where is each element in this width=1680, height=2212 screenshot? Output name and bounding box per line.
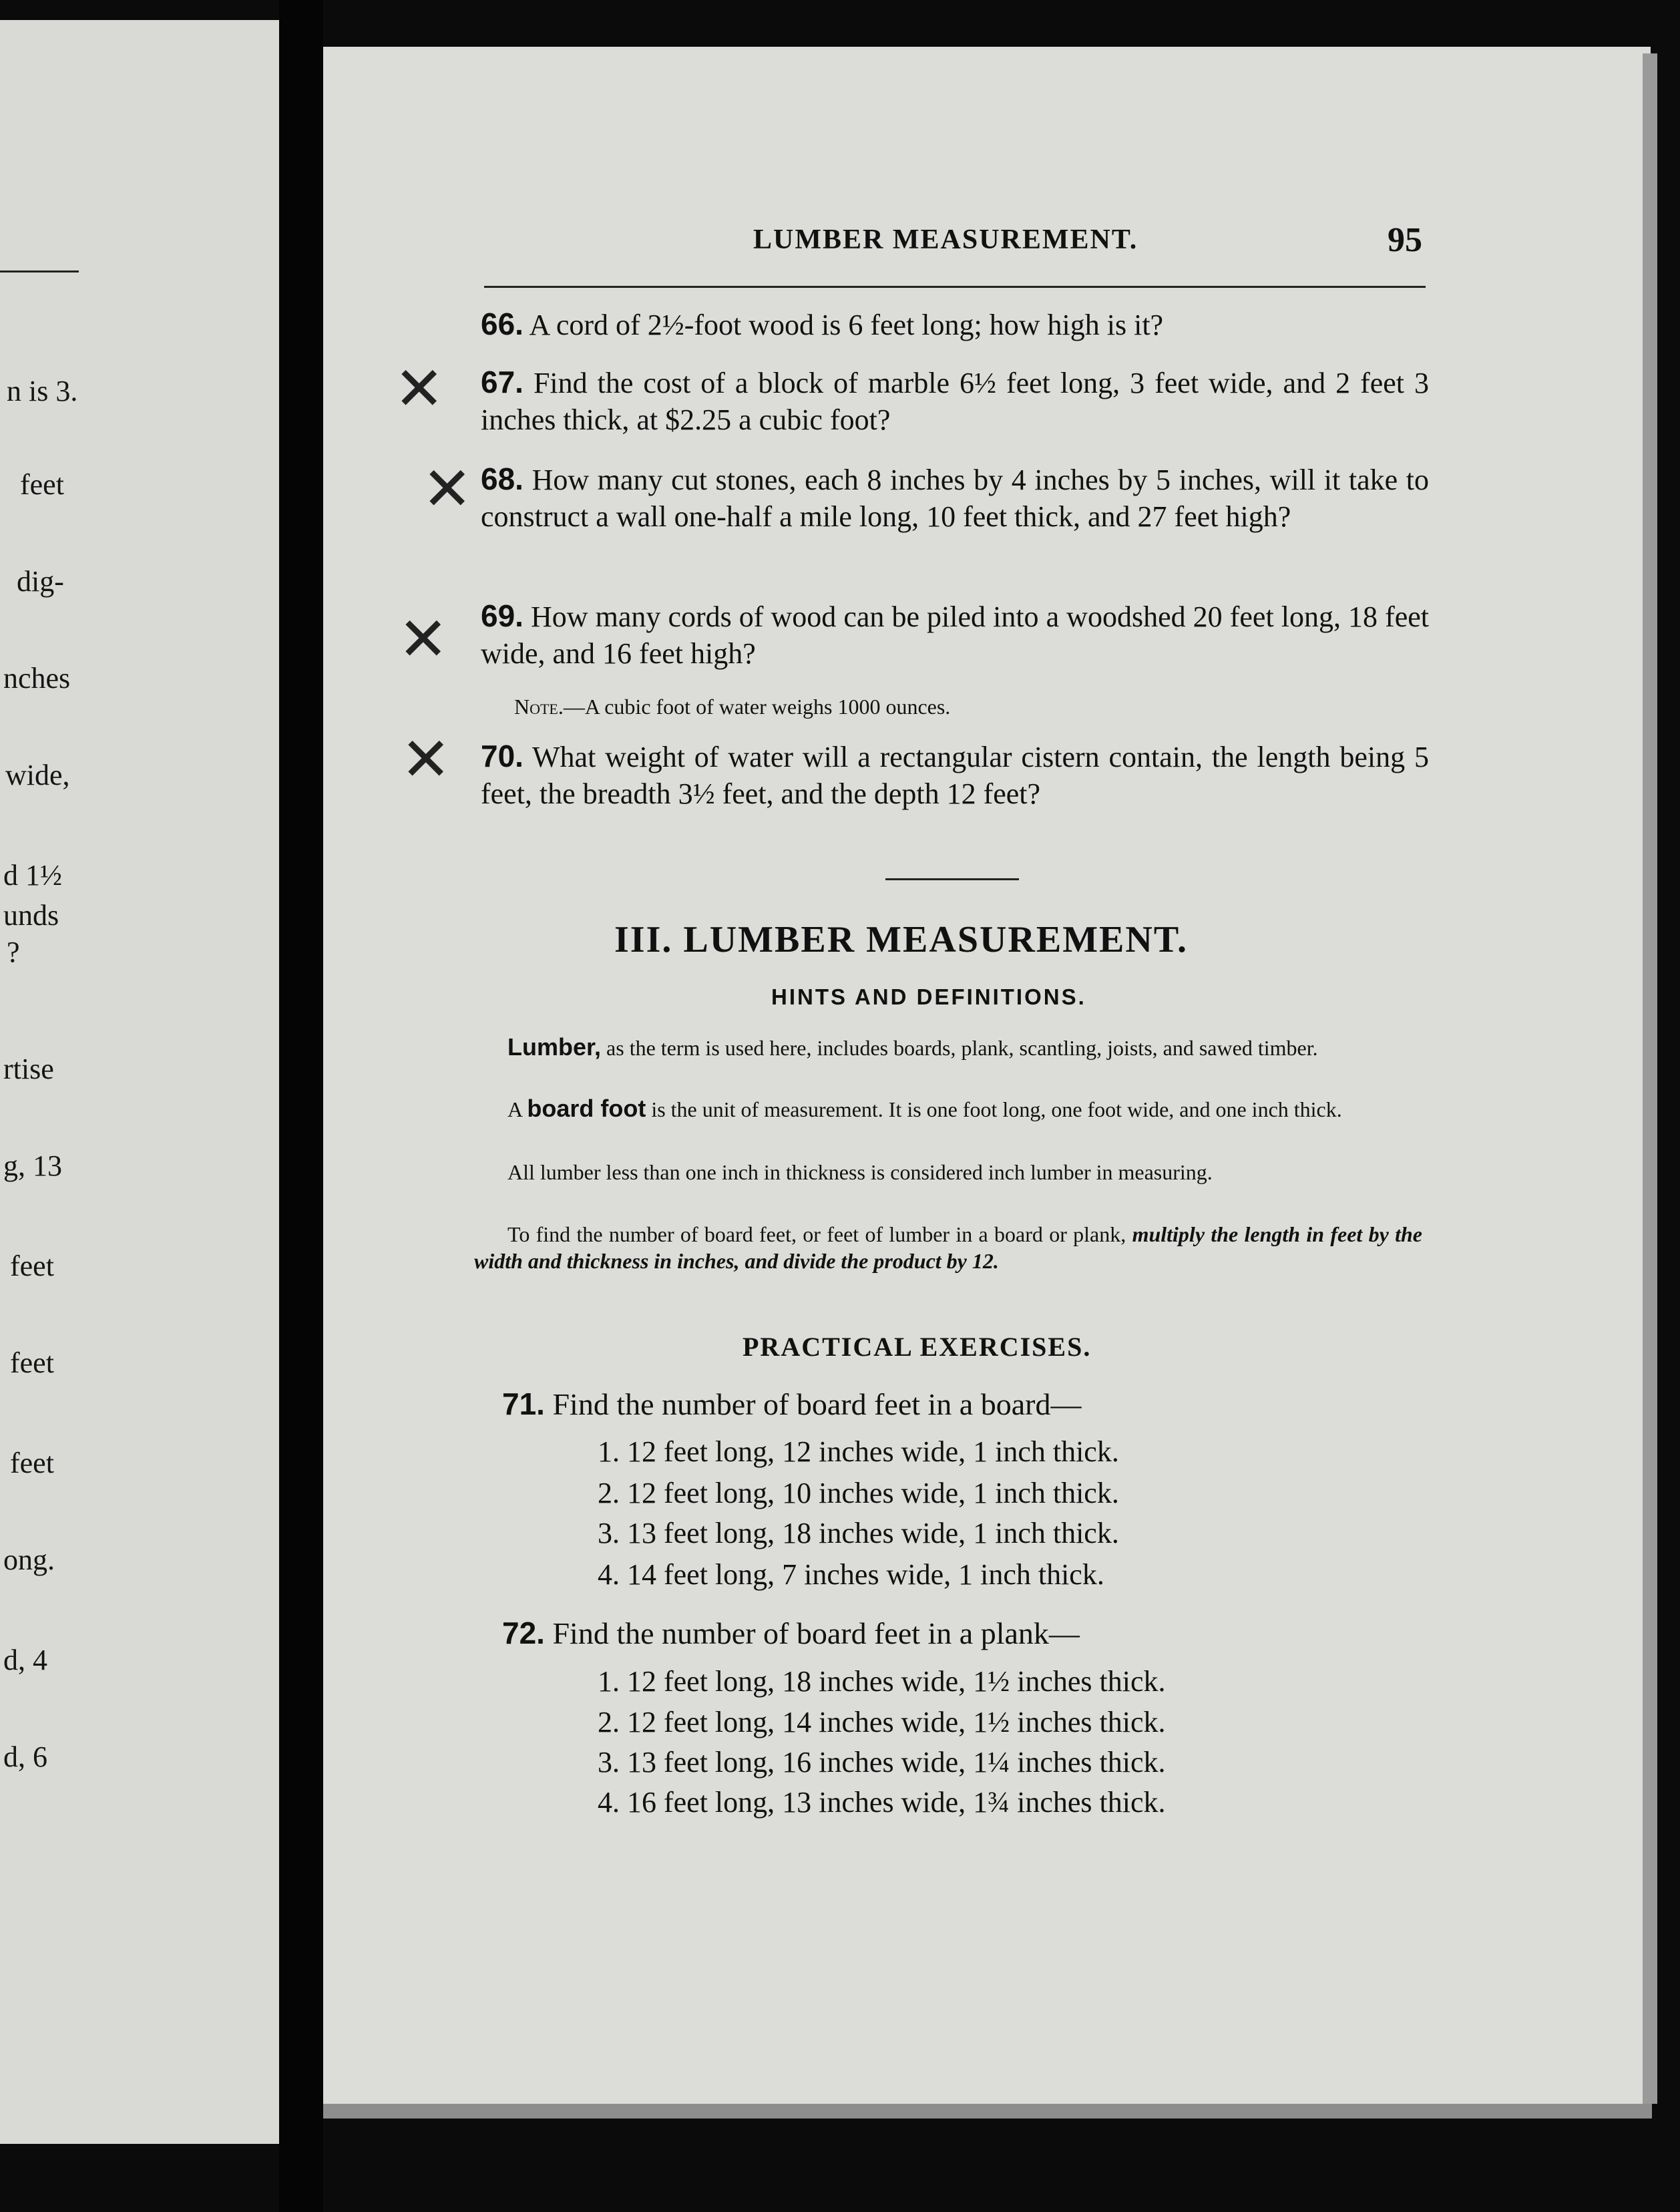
left-page-fragment: wide, — [5, 759, 70, 791]
problem-text: How many cords of wood can be piled into a woodshed 20 feet long, 18 feet wide, and 16 feet high? — [481, 600, 1429, 670]
problem-67 — [481, 364, 1429, 438]
book-gutter — [279, 0, 323, 2212]
definition-text: All lumber less than one inch in thickness is considered inch lumber in measuring. — [507, 1160, 1213, 1184]
problem-text: Find the cost of a block of marble 6½ feet long, 3 feet wide, and 2 feet 3 inches thick, at $2.25 a cubic foot? — [481, 367, 1429, 436]
left-page-fragment: feet — [10, 1346, 54, 1379]
left-page-fragment: feet — [10, 1447, 54, 1479]
section-subtitle: HINTS AND DEFINITIONS. — [771, 984, 1086, 1009]
problem-number: 71. — [502, 1387, 545, 1421]
definition-text: is the unit of measurement. It is one foot long, one foot wide, and one inch thick. — [646, 1097, 1342, 1121]
term: board foot — [527, 1095, 646, 1122]
running-header: LUMBER MEASUREMENT. — [753, 224, 1138, 255]
board-feet-rule — [474, 1221, 1422, 1274]
page-bottom-edge — [323, 2104, 1652, 2118]
rule-text: multiply the length in feet by the width and thickness in inches, and divide the product by 12. — [474, 1222, 1423, 1273]
exercise-item: 3. 13 feet long, 18 inches wide, 1 inch thick. — [598, 1517, 1119, 1549]
left-page-rule — [0, 270, 79, 272]
handwritten-x-mark: ✕ — [401, 725, 451, 795]
exercise-71-stem — [502, 1386, 1081, 1422]
left-page-fragment: g, 13 — [3, 1149, 62, 1182]
handwritten-x-mark: ✕ — [422, 454, 473, 524]
note-text: —A cubic foot of water weighs 1000 ounces. — [563, 695, 951, 719]
problem-number: 72. — [502, 1616, 545, 1650]
left-page-fragment: rtise — [3, 1053, 54, 1085]
problem-text: How many cut stones, each 8 inches by 4 inches by 5 inches, will it take to construct a wall one-half a mile long, 10 feet thick, and 27 feet high? — [481, 464, 1429, 533]
problem-number: 68. — [481, 462, 523, 496]
term: Lumber, — [507, 1033, 602, 1061]
left-page-fragment: d, 4 — [3, 1644, 47, 1676]
problem-number: 66. — [481, 307, 523, 341]
exercise-72-stem — [502, 1615, 1080, 1651]
left-page-fragment: nches — [3, 662, 71, 695]
header-rule — [484, 286, 1426, 288]
exercise-item: 3. 13 feet long, 16 inches wide, 1¼ inches thick. — [598, 1746, 1166, 1779]
exercise-stem-text: Find the number of board feet in a board— — [552, 1387, 1082, 1421]
section-separator — [885, 878, 1019, 880]
problem-69 — [481, 598, 1429, 672]
problem-text: What weight of water will a rectangular cistern contain, the length being 5 feet, the breadth 3½ feet, and the depth 12 feet? — [481, 741, 1429, 810]
definition-text: To find the number of board feet, or feet of lumber in a board or plank, — [507, 1222, 1132, 1246]
left-page-fragment: feet — [10, 1250, 54, 1282]
left-page-fragment: dig- — [17, 565, 64, 598]
exercise-item: 2. 12 feet long, 14 inches wide, 1½ inches thick. — [598, 1706, 1166, 1738]
problem-number: 70. — [481, 739, 523, 773]
definition-inch-lumber — [474, 1159, 1422, 1185]
problem-text: A cord of 2½-foot wood is 6 feet long; how high is it? — [529, 309, 1164, 341]
exercise-item: 4. 14 feet long, 7 inches wide, 1 inch thick. — [598, 1558, 1104, 1591]
exercise-item: 2. 12 feet long, 10 inches wide, 1 inch thick. — [598, 1477, 1119, 1509]
exercise-item: 1. 12 feet long, 18 inches wide, 1½ inches thick. — [598, 1665, 1166, 1698]
handwritten-x-mark: ✕ — [398, 604, 449, 675]
exercises-title: PRACTICAL EXERCISES. — [743, 1332, 1092, 1362]
definition-text: as the term is used here, includes boards, plank, scantling, joists, and sawed timber. — [601, 1036, 1318, 1060]
left-page-fragment: ? — [7, 936, 20, 968]
problem-number: 69. — [481, 598, 523, 633]
left-page-fragment: d, 6 — [3, 1740, 47, 1773]
exercise-item: 4. 16 feet long, 13 inches wide, 1¾ inches thick. — [598, 1786, 1166, 1819]
page-edge — [1643, 53, 1657, 2104]
section-title: III. LUMBER MEASUREMENT. — [614, 919, 1189, 960]
exercise-item: 1. 12 feet long, 12 inches wide, 1 inch thick. — [598, 1435, 1119, 1468]
problem-66 — [481, 306, 1429, 343]
note-label: Note. — [514, 695, 564, 719]
problem-number: 67. — [481, 365, 523, 399]
definition-lumber — [474, 1034, 1422, 1061]
left-page-fragment: d 1½ — [3, 859, 62, 892]
left-page-fragment: n is 3. — [7, 375, 78, 407]
left-page-fragment: feet — [20, 468, 64, 501]
problem-70 — [481, 738, 1429, 812]
problem-68 — [481, 461, 1429, 535]
page-number: 95 — [1388, 221, 1422, 259]
left-page-fragment: ong. — [3, 1543, 55, 1576]
exercise-stem-text: Find the number of board feet in a plank— — [552, 1616, 1080, 1650]
left-page-fragment: unds — [3, 899, 59, 932]
note — [514, 695, 950, 719]
handwritten-x-mark: ✕ — [394, 354, 445, 424]
definition-board-foot — [474, 1095, 1422, 1123]
definition-lead: A — [507, 1097, 528, 1121]
